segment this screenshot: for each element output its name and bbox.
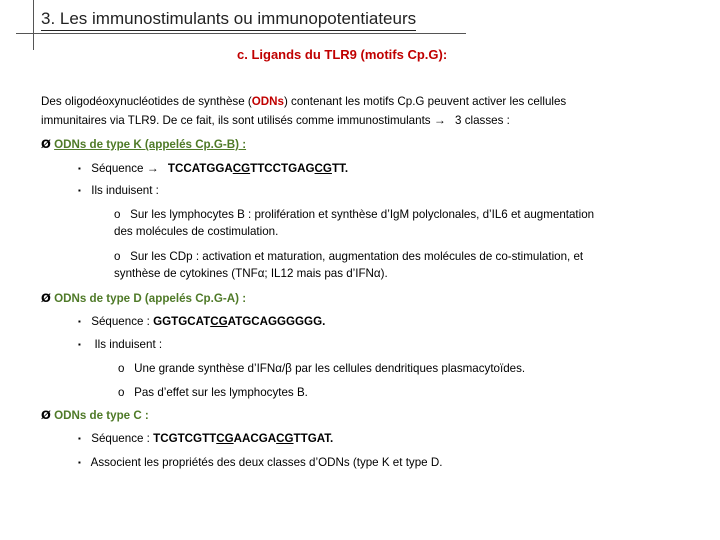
seq-part: TT. [331,162,349,175]
induce-label: Ils induisent : [91,184,159,197]
sequence-label: Séquence : [91,432,154,445]
circle-bullet-icon: o [118,386,125,399]
arrow-bullet-icon: Ø [41,137,51,151]
induce-label: Ils induisent : [94,338,163,351]
typeK-cdp-1 [114,249,583,265]
sequence-label: Séquence [91,162,147,175]
typeK-sequence [78,160,348,177]
seq-part: TTCCTGAG [250,162,315,175]
typeD-item-text: Une grande synthèse d’IFNα/β par les cellules dendritiques plasmacytoïdes. [134,362,526,375]
typeD-heading [41,290,246,307]
typeK-cdp-2: synthèse de cytokines (TNFα; IL12 mais pas d’IFNα). [114,267,388,280]
seq-cg-motif: CG [276,432,294,445]
bcells-text: Sur les lymphocytes B : prolifération et synthèse d’IgM polyclonales, d’IL6 et augmentation [130,208,595,221]
typeD-sequence [78,314,325,330]
intro-line-2 [41,112,510,129]
typeK-induce [78,183,159,199]
square-bullet-icon: ▪ [78,317,81,326]
intro-text: 3 classes : [451,114,510,127]
typeK-bcells-2: des molécules de costimulation. [114,225,279,238]
typeK-heading [41,136,246,153]
sequence-label: Séquence : [91,315,154,328]
right-arrow-icon: → [146,161,159,175]
title-rule-vertical [33,0,34,50]
seq-part: GGTGCAT [153,315,211,328]
typeC-heading-text: ODNs de type C : [54,409,149,422]
typeC-heading [41,407,149,424]
intro-line-1 [41,94,566,110]
assoc-text: Associent les propriétés des deux classes d’ODNs (type K et type D. [90,456,443,469]
square-bullet-icon: ▪ [78,164,81,173]
seq-part: TCCATGGA [164,162,233,175]
title-rule-horizontal [16,33,466,34]
intro-text: ) contenant les motifs Cp.G peuvent activer les cellules [283,95,567,108]
square-bullet-icon: ▪ [78,434,81,443]
circle-bullet-icon: o [118,362,125,375]
square-bullet-icon: ▪ [78,458,81,467]
typeD-item-1 [118,361,525,377]
right-arrow-icon: → [433,113,446,127]
square-bullet-icon: ▪ [78,186,81,195]
seq-cg-motif: CG [210,315,228,328]
seq-part: TCGTCGTT [153,432,217,445]
typeK-bcells-1 [114,207,594,223]
intro-text: immunitaires via TLR9. De ce fait, ils sont utilisés comme immunostimulants [41,114,434,127]
seq-part: AACGA [233,432,277,445]
cdp-text: Sur les CDp : activation et maturation, augmentation des molécules de co-stimulation, et [130,250,584,263]
seq-cg-motif: CG [314,162,332,175]
seq-cg-motif: CG [232,162,251,175]
page-title: 3. Les immunostimulants ou immunopotentiateurs [41,8,416,31]
typeC-assoc [78,455,442,471]
typeD-item-2 [118,385,308,401]
arrow-bullet-icon: Ø [41,291,51,305]
typeK-heading-text: ODNs de type K (appelés Cp.G-B) : [54,138,247,151]
intro-text: Des oligodéoxynucléotides de synthèse ( [41,95,252,108]
arrow-bullet-icon: Ø [41,408,51,422]
circle-bullet-icon: o [114,250,121,263]
seq-part: TTGAT. [293,432,334,445]
seq-part: ATGCAGGGGGG. [227,315,326,328]
typeD-item-text: Pas d’effet sur les lymphocytes B. [134,386,308,399]
square-bullet-icon: ▪ [78,340,81,349]
seq-cg-motif: CG [216,432,234,445]
typeD-induce [78,337,162,353]
odns-term: ODNs [251,95,284,108]
typeC-sequence [78,431,333,447]
section-subtitle: c. Ligands du TLR9 (motifs Cp.G): [237,47,448,62]
circle-bullet-icon: o [114,208,121,221]
typeD-heading-text: ODNs de type D (appelés Cp.G-A) : [54,292,247,305]
